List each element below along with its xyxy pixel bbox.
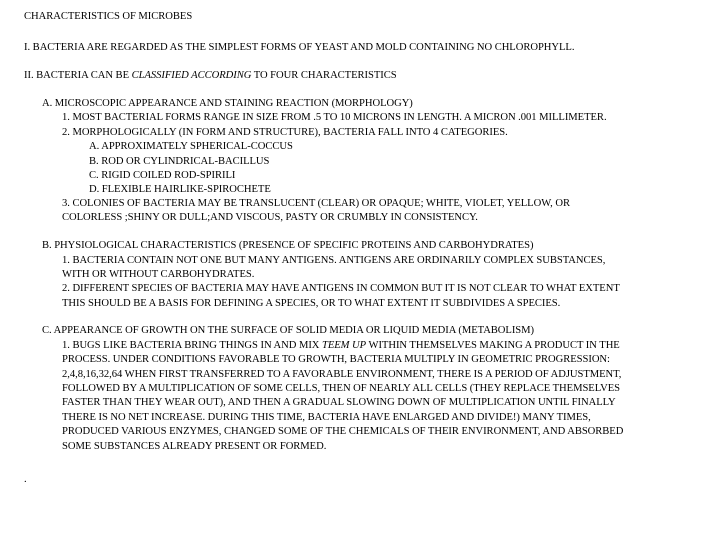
section-c-italic: TEEM UP	[322, 340, 367, 351]
point-ii-italic: CLASSIFIED ACCORDING	[131, 70, 252, 81]
section-b-item-1-line: WITH OR WITHOUT CARBOHYDRATES.	[62, 269, 255, 280]
section-c-item-1-line: FOLLOWED BY A MULTIPLICATION OF SOME CELLS, THEN OF NEARLY ALL CELLS (THEY REPLACE THEMSELVES	[62, 383, 621, 394]
category-item: C. RIGID COILED ROD-SPIRILI	[89, 170, 236, 181]
section-c-item-1-line: PROCESS. UNDER CONDITIONS FAVORABLE TO GROWTH, BACTERIA MULTIPLY IN GEOMETRIC PROGRESSION:	[62, 354, 610, 365]
section-a-item-3-line: COLORLESS ;SHINY OR DULL;AND VISCOUS, PASTY OR CRUMBLY IN CONSISTENCY.	[62, 212, 478, 223]
section-a-item-2: 2. MORPHOLOGICALLY (IN FORM AND STRUCTURE), BACTERIA FALL INTO 4 CATEGORIES.	[62, 127, 508, 138]
point-ii	[24, 68, 397, 83]
section-c-item-1-line: 2,4,8,16,32,64 WHEN FIRST TRANSFERRED TO A FAVORABLE ENVIRONMENT, THERE IS A PERIOD OF ADJUSTMENT,	[62, 369, 622, 380]
section-b-item-2-line: THIS SHOULD BE A BASIS FOR DEFINING A SPECIES, OR TO WHAT EXTENT IT SUBDIVIDES A SPECIES.	[62, 298, 561, 309]
category-item: A. APPROXIMATELY SPHERICAL-COCCUS	[89, 141, 293, 152]
point-ii-text-after: TO FOUR CHARACTERISTICS	[251, 70, 397, 81]
category-item: B. ROD OR CYLINDRICAL-BACILLUS	[89, 156, 270, 167]
section-b-heading: B. PHYSIOLOGICAL CHARACTERISTICS (PRESENCE OF SPECIFIC PROTEINS AND CARBOHYDRATES)	[42, 240, 534, 251]
section-a-item-1: 1. MOST BACTERIAL FORMS RANGE IN SIZE FROM .5 TO 10 MICRONS IN LENGTH. A MICRON .001 MILLIMETER.	[62, 112, 607, 123]
section-c-text-before: 1. BUGS LIKE BACTERIA BRING THINGS IN AND MIX	[62, 340, 322, 351]
section-a-heading: A. MICROSCOPIC APPEARANCE AND STAINING REACTION (MORPHOLOGY)	[42, 98, 413, 109]
section-c-item-1-line: SOME SUBSTANCES ALREADY PRESENT OR FORMED.	[62, 441, 327, 452]
section-a-item-3-line: 3. COLONIES OF BACTERIA MAY BE TRANSLUCENT (CLEAR) OR OPAQUE; WHITE, VIOLET, YELLOW, OR	[62, 198, 570, 209]
section-c-text-after: WITHIN THEMSELVES MAKING A PRODUCT IN THE	[366, 340, 620, 351]
document-title: CHARACTERISTICS OF MICROBES	[24, 11, 193, 22]
trailing-mark: .	[24, 474, 27, 485]
category-item: D. FLEXIBLE HAIRLIKE-SPIROCHETE	[89, 184, 271, 195]
section-c-item-1-line: FASTER THAN THEY WEAR OUT), AND THEN A GRADUAL SLOWING DOWN OF MULTIPLICATION UNTIL FINALLY	[62, 397, 616, 408]
section-c-item-1-line: PRODUCED VARIOUS ENZYMES, CHANGED SOME OF THE CHEMICALS OF THEIR ENVIRONMENT, AND ABSORBED	[62, 426, 624, 437]
section-b-item-2-line: 2. DIFFERENT SPECIES OF BACTERIA MAY HAVE ANTIGENS IN COMMON BUT IT IS NOT CLEAR TO WHAT EXTENT	[62, 283, 620, 294]
point-i: I. BACTERIA ARE REGARDED AS THE SIMPLEST FORMS OF YEAST AND MOLD CONTAINING NO CHLOROPHYLL.	[24, 42, 575, 53]
section-c-heading: C. APPEARANCE OF GROWTH ON THE SURFACE OF SOLID MEDIA OR LIQUID MEDIA (METABOLISM)	[42, 325, 534, 336]
section-c-item-1-line: THERE IS NO NET INCREASE. DURING THIS TIME, BACTERIA HAVE ENLARGED AND DIVIDE!) MANY TIMES,	[62, 412, 591, 423]
point-ii-text-before: II. BACTERIA CAN BE	[24, 70, 132, 81]
section-b-item-1-line: 1. BACTERIA CONTAIN NOT ONE BUT MANY ANTIGENS. ANTIGENS ARE ORDINARILY COMPLEX SUBSTANCES,	[62, 255, 606, 266]
